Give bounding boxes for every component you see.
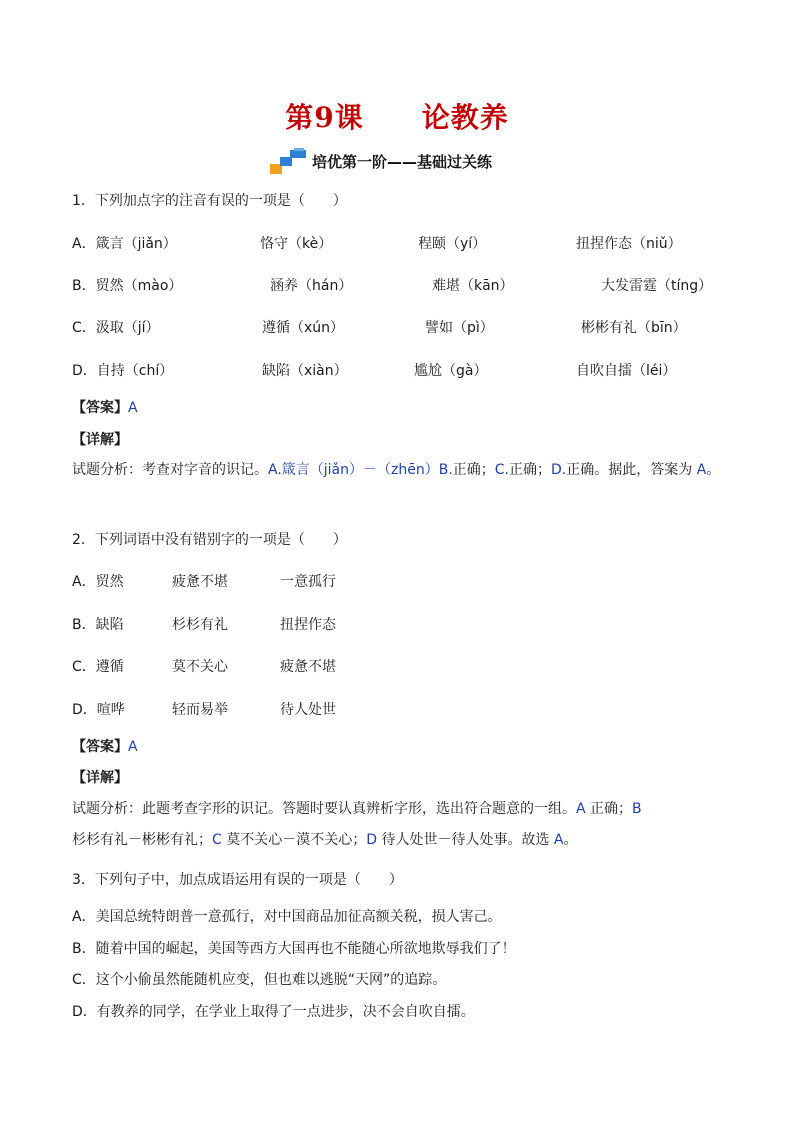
q1-option-c-2: 遵循（xún） xyxy=(262,320,345,336)
q1-analysis: 试题分析：考查对字音的识记。A.箴言（jiǎn）－（zhēn）B.正确；C.正确；D.正确。据此，答案为 A。 xyxy=(72,462,721,478)
q1-detail-label: 【详解】 xyxy=(72,432,128,448)
q3-option-c: C．这个小偷虽然能随机应变，但也难以逃脱“天网”的追踪。 xyxy=(72,972,447,988)
section-heading-text: 培优第一阶——基础过关练 xyxy=(312,152,493,171)
stair-steps-icon xyxy=(270,148,310,174)
q2-option-c-1: C．遵循 xyxy=(72,659,124,675)
q1-option-b-4: 大发雷霆（tíng） xyxy=(601,278,713,294)
q1-option-c-1: C．汲取（jí） xyxy=(72,320,160,336)
q2-option-c-3: 疲惫不堪 xyxy=(280,659,336,675)
q1-answer xyxy=(72,398,138,418)
q1-option-b-3: 难堪（kān） xyxy=(432,278,514,294)
q1-option-a-2: 恪守（kè） xyxy=(260,236,333,252)
q1-option-d-1: D．自持（chí） xyxy=(72,363,174,379)
q2-option-d-2: 轻而易举 xyxy=(172,702,228,718)
answer-value: A xyxy=(128,400,138,416)
q1-option-b-2: 涵养（hán） xyxy=(270,278,353,294)
q1-option-d-3: 尴尬（gà） xyxy=(414,363,488,379)
page-title: 第9课 论教养 xyxy=(285,101,509,134)
answer-value: A xyxy=(128,739,138,755)
q2-option-a-2: 疲惫不堪 xyxy=(172,574,228,590)
q2-detail-label: 【详解】 xyxy=(72,770,128,786)
q1-stem: 1．下列加点字的注音有误的一项是（ ） xyxy=(72,193,347,209)
q3-option-b: B．随着中国的崛起，美国等西方大国再也不能随心所欲地欺辱我们了！ xyxy=(72,941,516,957)
q2-option-a-3: 一意孤行 xyxy=(280,574,336,590)
q1-option-a-3: 程颐（yí） xyxy=(418,236,487,252)
answer-label: 【答案】 xyxy=(72,400,128,416)
q1-option-a-4: 扭捏作态（niǔ） xyxy=(576,236,682,252)
q2-option-b-3: 扭捏作态 xyxy=(280,617,336,633)
q2-option-d-3: 待人处世 xyxy=(280,702,336,718)
q1-option-d-2: 缺陷（xiàn） xyxy=(262,363,348,379)
q2-option-c-2: 莫不关心 xyxy=(172,659,228,675)
q3-option-a: A．美国总统特朗普一意孤行，对中国商品加征高额关税，损人害己。 xyxy=(72,909,502,925)
q3-option-d: D．有教养的同学，在学业上取得了一点进步，决不会自吹自擂。 xyxy=(72,1004,475,1020)
q2-stem: 2．下列词语中没有错别字的一项是（ ） xyxy=(72,532,347,548)
q1-option-c-4: 彬彬有礼（bīn） xyxy=(581,320,687,336)
answer-label: 【答案】 xyxy=(72,739,128,755)
q2-answer xyxy=(72,737,138,757)
q1-option-a-1: A．箴言（jiǎn） xyxy=(72,236,177,252)
q1-option-b-1: B．贸然（mào） xyxy=(72,278,183,294)
q1-option-c-3: 譬如（pì） xyxy=(425,320,494,336)
section-heading xyxy=(270,148,492,174)
q2-option-a-1: A．贸然 xyxy=(72,574,124,590)
q2-option-d-1: D．喧哗 xyxy=(72,702,125,718)
q1-option-d-4: 自吹自擂（léi） xyxy=(576,363,677,379)
q3-stem: 3．下列句子中，加点成语运用有误的一项是（ ） xyxy=(72,872,403,888)
q2-option-b-2: 杉杉有礼 xyxy=(172,617,228,633)
q2-analysis: 试题分析：此题考查字形的识记。答题时要认真辨析字形，选出符合题意的一组。A 正确；B 杉杉有礼－彬彬有礼；C 莫不关心－漠不关心；D 待人处世－待人处事。故选 A。 xyxy=(72,801,642,848)
q2-option-b-1: B．缺陷 xyxy=(72,617,124,633)
